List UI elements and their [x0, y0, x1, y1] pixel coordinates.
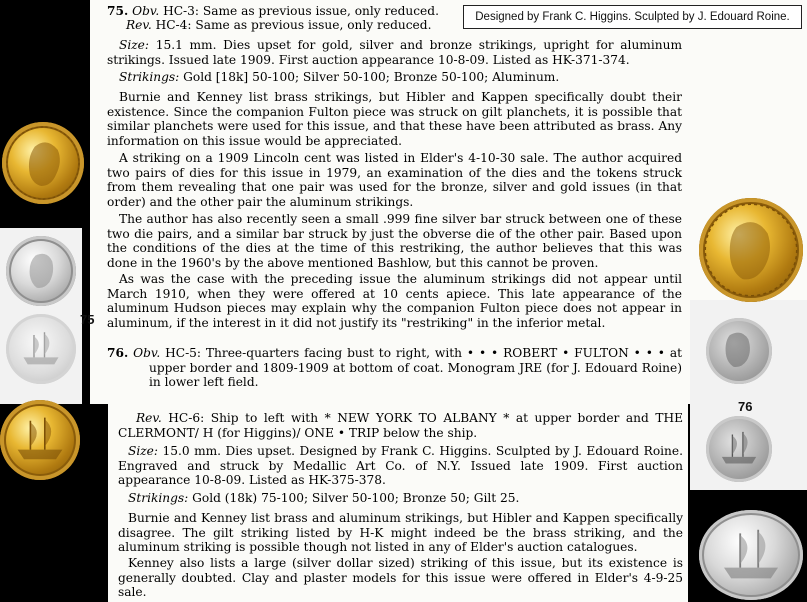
obverse-label: Obv.: [133, 346, 161, 360]
gold-reverse-coin-photo-75: [0, 400, 80, 480]
strikings-text: Gold (18k) 75-100; Silver 50-100; Bronze 50; Gilt 25.: [192, 491, 520, 505]
strikings-label: Strikings:: [119, 70, 180, 84]
reverse-text: HC-6: Ship to left with * NEW YORK TO ALBANY * at upper border and THE CLERMONT/ H (for Higgins)/ ONE • TRIP below the ship.: [118, 411, 684, 440]
strikings-text: Gold [18k] 50-100; Silver 50-100; Bronze 50-100; Aluminum.: [183, 70, 560, 84]
reverse-label: Rev.: [136, 411, 162, 425]
entry-75-reverse: [126, 18, 466, 33]
obverse-label: Obv.: [132, 4, 160, 18]
reverse-text: HC-4: Same as previous issue, only reduced.: [155, 18, 432, 32]
size-label: Size:: [119, 38, 149, 52]
silver-reverse-coin-photo-75: [6, 314, 76, 384]
entry-76-strikings: [118, 491, 683, 506]
strikings-label: Strikings:: [128, 491, 189, 505]
size-label: Size:: [128, 444, 158, 458]
entry-76-size: [118, 444, 683, 488]
obverse-text: HC-3: Same as previous issue, only reduced.: [163, 4, 439, 18]
obverse-text: HC-5: Three-quarters facing bust to right, with • • • ROBERT • FULTON • • • at upper border and 1809-1909 at bottom of coat. Monogram JRE (for J. Edouard Roine) in lower left field.: [149, 346, 683, 390]
entry-76-reverse: [118, 411, 683, 440]
entry-76-paragraph-1: Burnie and Kenney list brass and aluminum strikings, but Hibler and Kappen specifically disagree. The gilt striking listed by H-K might indeed be the brass striking, and the aluminum striking is possible though not listed in any of Elder's auction catalogues.: [118, 511, 683, 555]
entry-75-paragraph-4: As was the case with the preceding issue the aluminum strikings did not appear until March 1910, when they were offered at 10 cents apiece. This late appearance of the aluminum Hudson pieces may explain why the companion Fulton piece does not appear in aluminum, if the interest in it did not justify its "restriking" in the inferior metal.: [107, 272, 682, 331]
coin-label-76: 76: [738, 399, 753, 414]
silver-obverse-coin-photo-75: [6, 236, 76, 306]
entry-75-paragraph-2: A striking on a 1909 Lincoln cent was listed in Elder's 4-10-30 sale. The author acquired two pairs of dies for this issue in 1979, an examination of the dies and the tokens struck from them revealing that one pair was used for the bronze, silver and gold issues (in that order) and the other pair the aluminum strikings.: [107, 151, 682, 210]
entry-75-strikings: [107, 70, 682, 85]
entry-75-obverse: [107, 4, 457, 19]
reverse-label: Rev.: [126, 18, 152, 32]
bronze-obverse-coin-photo-76: [706, 318, 772, 384]
entry-76-paragraph-2: Kenney also lists a large (silver dollar sized) striking of this issue, but its existence is generally doubted. Clay and plaster models for this issue were offered in Elder's 4-9-25 sale.: [118, 556, 683, 600]
entry-75-paragraph-1: Burnie and Kenney list brass strikings, but Hibler and Kappen specifically doubt their existence. Since the companion Fulton piece was struck on gilt planchets, it is possible that similar planchets were used for this issue, and that these have been attributed as brass. Any information on this issue would be appreciated.: [107, 90, 682, 149]
entry-number: 75.: [107, 4, 129, 18]
entry-75-paragraph-3: The author has also recently seen a small .999 fine silver bar struck between one of these two die pairs, and a similar bar struck by just the obverse die of the other pair. Based upon the conditions of the dies at the time of this restriking, the author believes that this was done in the 1960's by the above mentioned Bashlow, but this cannot be proven.: [107, 212, 682, 271]
gold-obverse-coin-photo-76: [699, 198, 803, 302]
gold-obverse-coin-photo-75: [2, 122, 84, 204]
entry-75-size: [107, 38, 682, 67]
entry-number: 76.: [107, 346, 129, 360]
bronze-reverse-coin-photo-76: [706, 416, 772, 482]
credit-box: Designed by Frank C. Higgins. Sculpted by J. Edouard Roine.: [463, 5, 802, 29]
size-text: 15.1 mm. Dies upset for gold, silver and bronze strikings, upright for aluminum strikings. Issued late 1909. First auction appearance 10-8-09. Listed as HK-371-374.: [107, 38, 683, 67]
silver-reverse-coin-photo-76: [699, 510, 803, 600]
size-text: 15.0 mm. Dies upset. Designed by Frank C. Higgins. Sculpted by J. Edouard Roine. Engraved and struck by Medallic Art Co. of N.Y. Issued late 1909. First auction appearance 10-8-09. Listed as HK-375-378.: [118, 444, 683, 488]
entry-76-obverse: [107, 346, 682, 390]
coin-label-75: 75: [80, 312, 95, 327]
